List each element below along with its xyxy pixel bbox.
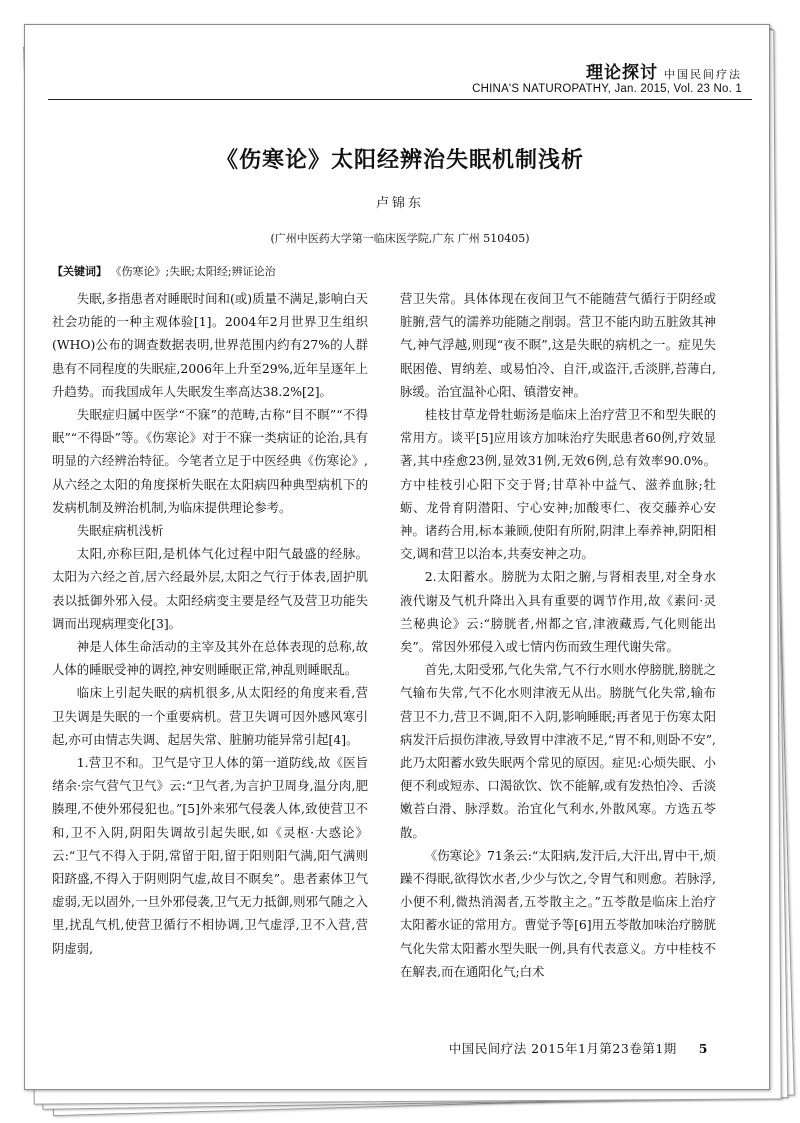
paragraph: 营卫失常。具体体现在夜间卫气不能随营气循行于阴经或脏腑,营气的濡养功能随之削弱。营卫不能内助五脏敛其神气,神气浮越,则现“夜不瞑”,这是失眠的病机之一。症见失眠困倦、胃纳差、或易怕冷、自汗,或盗汗,舌淡胖,苔薄白,脉缓。治宜温补心阳、镇潜安神。 (400, 291, 716, 399)
paragraph: 神是人体生命活动的主宰及其外在总体表现的总称,故人体的睡眠受神的调控,神安则睡眠正常,神乱则睡眠乱。 (52, 639, 368, 678)
header-citation: CHINA'S NATUROPATHY, Jan. 2015, Vol. 23 No. 1 (472, 83, 742, 95)
header-section: 理论探讨 (586, 63, 658, 83)
paragraph: 失眠,多指患者对睡眠时间和(或)质量不满足,影响白天社会功能的一种主观体验[1]。2004年2月世界卫生组织(WHO)公布的调查数据表明,世界范围内约有27%的人群患有不同程度的失眠症,2006年上升至29%,近年呈逐年上升趋势。而我国成年人失眠发生率高达38.2%[2]。 (52, 291, 368, 399)
paragraph: 2.太阳蓄水。膀胱为太阳之腑,与肾相表里,对全身水液代谢及气机升降出入具有重要的调节作用,故《素问·灵兰秘典论》云:“膀胱者,州都之官,津液藏焉,气化则能出矣”。常因外邪侵入或七情内伤而致生理代谢失常。 (400, 569, 716, 655)
right-column (400, 287, 716, 983)
section-heading: 失眠症病机浅析 (76, 523, 164, 539)
keywords-label: 【关键词】 (52, 265, 107, 278)
keywords-text: 《伤寒论》;失眠;太阳经;辨证论治 (110, 265, 276, 278)
paragraph: 首先,太阳受邪,气化失常,气不行水则水停膀胱,膀胱之气输布失常,气不化水则津液无从出。膀胱气化失常,输布营卫不力,营卫不调,阳不入阴,影响睡眠;再者见于伤寒太阳病发汗后损伤津液,导致胃中津液不足,“胃不和,则卧不安”,此乃太阳蓄水致失眠两个常见的原因。症见:心烦失眠、小便不利或短赤、口渴欲饮、饮不能解,或有发热怕冷、舌淡嫩苔白滑、脉浮数。治宜化气利水,外散风寒。方选五苓散。 (400, 662, 716, 840)
footer-journal: 中国民间疗法 2015年1月第23卷第1期 (448, 1041, 677, 1056)
left-column (52, 287, 368, 960)
paragraph: 《伤寒论》71条云:“太阳病,发汗后,大汗出,胃中干,烦躁不得眠,欲得饮水者,少少与饮之,令胃气和则愈。若脉浮,小便不利,微热消渴者,五苓散主之。”五苓散是临床上治疗太阳蓄水证的常用方。曹觉予等[6]用五苓散加味治疗膀胱气化失常太阳蓄水型失眠一例,具有代表意义。方中桂枝不在解表,而在通阳化气;白术 (400, 847, 716, 979)
paragraph: 太阳,亦称巨阳,是机体气化过程中阳气最盛的经脉。太阳为六经之首,居六经最外层,太阳之气行于体表,固护肌表以抵御外邪入侵。太阳经病变主要是经气及营卫功能失调而出现病理变化[3]。 (52, 546, 368, 631)
header-rule (48, 99, 752, 100)
paragraph: 1.营卫不和。卫气是守卫人体的第一道防线,故《医旨绪余·宗气营气卫气》云:“卫气者,为言护卫周身,温分肉,肥腠理,不使外邪侵犯也。”[5]外来邪气侵袭人体,致使营卫不和,卫不入阴,阴阳失调故引起失眠,如《灵枢·大惑论》云:“卫气不得入于阴,常留于阳,留于阳则阳气满,阳气满则阳跻盛,不得入于阴则阴气虚,故目不瞑矣”。患者素体卫气虚弱,无以固外,一旦外邪侵袭,卫气无力抵御,则邪气随之入里,扰乱气机,使营卫循行不相协调,卫气虚浮,卫不入营,营阴虚弱, (52, 755, 368, 956)
article-title: 《伤寒论》太阳经辨治失眠机制浅析 (215, 148, 584, 173)
page-number: 5 (698, 1041, 708, 1056)
paragraph: 失眠症归属中医学“不寐”的范畴,古称“目不瞑”“不得眠”“不得卧”等。《伤寒论》对于不寐一类病证的论治,具有明显的六经辨治特征。今笔者立足于中医经典《伤寒论》,从六经之太阳的角度探析失眠在太阳病四种典型病机下的发病机制及辨治机制,为临床提供理论参考。 (52, 407, 368, 515)
paragraph: 桂枝甘草龙骨牡蛎汤是临床上治疗营卫不和型失眠的常用方。谈平[5]应用该方加味治疗失眠患者60例,疗效显著,其中痊愈23例,显效31例,无效6例,总有效率90.0%。方中桂枝引心阳下交于肾;甘草补中益气、滋养血脉;牡蛎、龙骨育阴潜阳、宁心安神;加酸枣仁、夜交藤养心安神。诸药合用,标本兼顾,使阳有所附,阴津上奉养神,阴阳相交,调和营卫以治本,共奏安神之功。 (400, 407, 716, 562)
page-footer (449, 1039, 708, 1057)
paragraph: 临床上引起失眠的病机很多,从太阳经的角度来看,营卫失调是失眠的一个重要病机。营卫失调可因外感风寒引起,亦可由情志失调、起居失常、脏腑功能异常引起[4]。 (52, 685, 368, 747)
header-journal: 中国民间疗法 (664, 68, 742, 81)
keywords-line (52, 263, 276, 279)
article-affiliation: (广州中医药大学第一临床医学院,广东 广州 510405) (270, 232, 530, 245)
running-header (586, 58, 742, 83)
article-author: 卢锦东 (375, 196, 424, 211)
